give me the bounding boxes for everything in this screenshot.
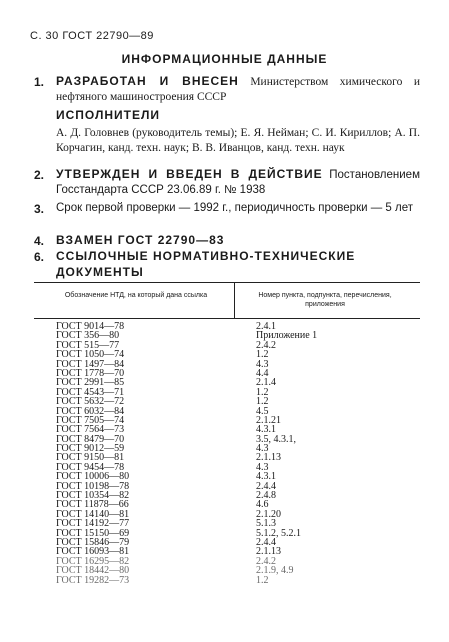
table-row: [56, 576, 406, 585]
section-2-number: 2.: [34, 168, 45, 182]
ntd-designation: ГОСТ 1497—84: [56, 358, 125, 370]
ntd-designation: ГОСТ 14140—81: [56, 508, 130, 520]
clause-reference: 4.3.1: [256, 471, 276, 483]
clause-reference: 4.5: [256, 405, 269, 417]
clause-reference: 3.5, 4.3.1,: [256, 433, 296, 445]
ntd-designation: ГОСТ 9150—81: [56, 452, 125, 464]
clause-reference: 4.3: [256, 443, 269, 455]
clause-reference: 2.4.4: [256, 536, 276, 548]
section-2-paragraph: [56, 167, 420, 198]
ntd-designation: ГОСТ 4543—71: [56, 386, 125, 398]
clause-reference: 4.3: [256, 461, 269, 473]
ntd-designation: ГОСТ 8479—70: [56, 433, 125, 445]
clause-reference: 2.1.13: [256, 546, 281, 558]
ntd-designation: ГОСТ 18442—80: [56, 565, 130, 577]
clause-reference: 2.1.20: [256, 508, 281, 520]
table-col2-header: Номер пункта, подпункта, перечисления, приложения: [258, 292, 392, 308]
executors-heading: ИСПОЛНИТЕЛИ: [56, 108, 161, 122]
section-1-heading: РАЗРАБОТАН И ВНЕСЕН: [56, 74, 239, 88]
section-4-number: 4.: [34, 234, 45, 248]
ntd-designation: ГОСТ 10006—80: [56, 471, 130, 483]
section-3-text: Срок первой проверки — 1992 г., периодичность проверки — 5 лет: [56, 202, 414, 214]
table-column-divider: [234, 282, 235, 318]
ntd-designation: ГОСТ 7505—74: [56, 414, 125, 426]
clause-reference: 4.6: [256, 499, 269, 511]
clause-reference: 5.1.3: [256, 518, 276, 530]
table-col1-header: Обозначение НТД, на который дана ссылка: [64, 292, 208, 299]
section-2-heading: УТВЕРЖДЕН И ВВЕДЕН В ДЕЙСТВИЕ: [56, 167, 323, 181]
executors-block: [56, 108, 442, 124]
section-4-block: [56, 233, 442, 249]
clause-reference: 2.4.8: [256, 490, 276, 502]
ntd-designation: ГОСТ 16295—82: [56, 555, 130, 567]
authors-list: А. Д. Головнев (руководитель темы); Е. Я. Нейман; С. И. Кириллов; А. П. Корчагин, канд. техн. наук; В. В. Иванцов, канд. техн. наук: [56, 127, 420, 154]
page-header: С. 30 ГОСТ 22790—89: [30, 30, 154, 42]
section-2-text: Постановлением Госстандарта СССР 23.06.89 г. № 1938: [56, 169, 420, 196]
ntd-designation: ГОСТ 10198—78: [56, 480, 130, 492]
ntd-designation: ГОСТ 1778—70: [56, 367, 125, 379]
ntd-designation: ГОСТ 15846—79: [56, 536, 130, 548]
reference-table-body: [56, 322, 406, 585]
ntd-designation: ГОСТ 15150—69: [56, 527, 130, 539]
ntd-designation: ГОСТ 515—77: [56, 339, 120, 351]
clause-reference: 1.2: [256, 386, 269, 398]
clause-reference: 2.1.9, 4.9: [256, 565, 294, 577]
clause-reference: 1.2: [256, 349, 269, 361]
clause-reference: 2.1.21: [256, 414, 281, 426]
ntd-designation: ГОСТ 10354—82: [56, 490, 130, 502]
clause-reference: 4.3: [256, 358, 269, 370]
ntd-designation: ГОСТ 6032—84: [56, 405, 125, 417]
ntd-designation: ГОСТ 5632—72: [56, 396, 125, 408]
section-4-heading: ВЗАМЕН ГОСТ 22790—83: [56, 233, 225, 247]
clause-reference: 5.1.2, 5.2.1: [256, 527, 301, 539]
ntd-designation: ГОСТ 2991—85: [56, 377, 125, 389]
section-6-block: [56, 249, 420, 281]
clause-reference: 2.1.13: [256, 452, 281, 464]
ntd-designation: ГОСТ 7564—73: [56, 424, 125, 436]
ntd-designation: ГОСТ 356—80: [56, 330, 120, 342]
section-6-heading: ССЫЛОЧНЫЕ НОРМАТИВНО-ТЕХНИЧЕСКИЕ ДОКУМЕНТЫ: [56, 249, 356, 279]
clause-reference: 1.2: [256, 574, 269, 586]
table-top-rule: [34, 282, 420, 283]
clause-reference: 4.4: [256, 367, 269, 379]
section-1-number: 1.: [34, 75, 45, 89]
clause-reference: 2.4.1: [256, 321, 276, 332]
page-title: ИНФОРМАЦИОННЫЕ ДАННЫЕ: [121, 52, 328, 66]
clause-reference: 2.1.4: [256, 377, 276, 389]
ntd-designation: ГОСТ 14192—77: [56, 518, 130, 530]
clause-reference: 2.4.2: [256, 555, 276, 567]
ntd-designation: ГОСТ 11878—66: [56, 499, 129, 511]
clause-reference: 2.4.4: [256, 480, 276, 492]
clause-reference: 2.4.2: [256, 339, 276, 351]
section-1-paragraph: [56, 74, 420, 105]
section-3-number: 3.: [34, 202, 45, 216]
section-1-text: Министерством химического и нефтяного машиностроения СССР: [56, 76, 420, 103]
table-header-rule: [34, 318, 420, 319]
ntd-designation: ГОСТ 16093—81: [56, 546, 130, 558]
section-6-number: 6.: [34, 250, 45, 264]
ntd-designation: ГОСТ 9014—78: [56, 321, 125, 332]
clause-reference: Приложение 1: [256, 330, 318, 342]
ntd-designation: ГОСТ 1050—74: [56, 349, 125, 361]
ntd-designation: ГОСТ 9012—59: [56, 443, 125, 455]
ntd-designation: ГОСТ 19282—73: [56, 574, 130, 586]
ntd-designation: ГОСТ 9454—78: [56, 461, 125, 473]
clause-reference: 1.2: [256, 396, 269, 408]
clause-reference: 4.3.1: [256, 424, 276, 436]
